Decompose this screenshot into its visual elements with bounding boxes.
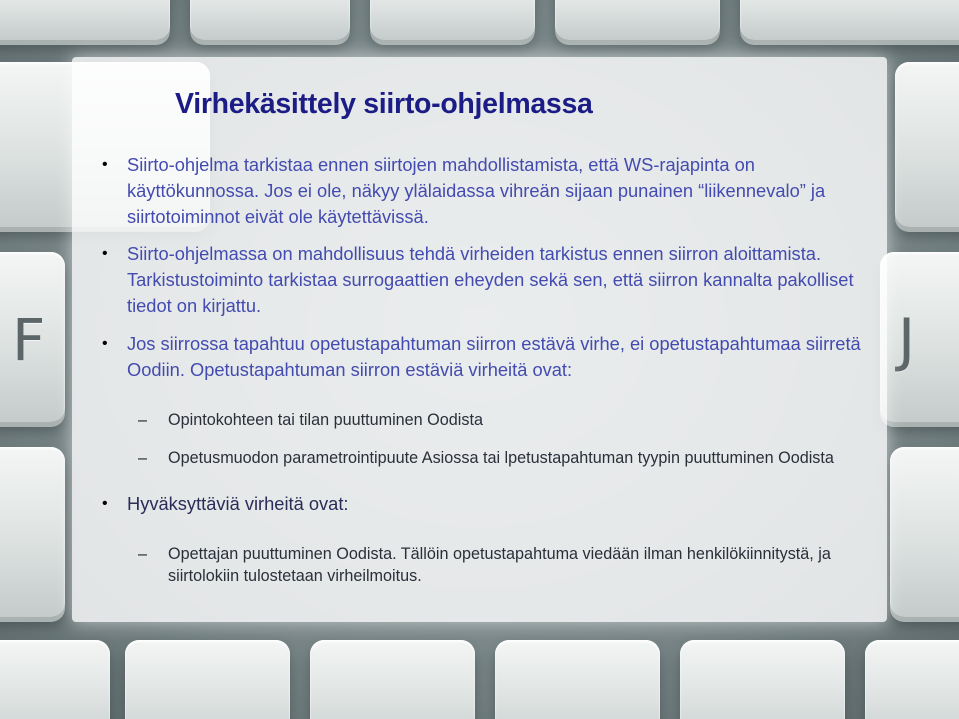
bullet-marker: •	[102, 335, 108, 352]
bullet-item	[100, 241, 880, 319]
sub-item	[100, 543, 880, 587]
sub-item	[100, 409, 880, 431]
key-letter-f: F	[12, 306, 46, 374]
keyboard-key	[0, 640, 110, 719]
bullet-item	[100, 152, 880, 230]
keyboard-key	[880, 252, 959, 422]
sub-item-text: Opetusmuodon parametrointipuute Asiossa tai lpetustapahtuman tyypin puuttuminen Oodista	[168, 449, 834, 467]
keyboard-key	[310, 640, 475, 719]
slide-title: Virhekäsittely siirto-ohjelmassa	[175, 88, 593, 120]
bullet-item	[100, 491, 880, 517]
keyboard-key	[125, 640, 290, 719]
bullet-text: Siirto-ohjelma tarkistaa ennen siirtojen mahdollistamista, että WS-rajapinta on käyttökunnossa. Jos ei ole, näkyy ylälaidassa vihreän sijaan punainen “liikennevalo” ja siirtotoiminnot eivät ole käytettävissä.	[127, 154, 826, 227]
keyboard-key	[865, 640, 959, 719]
bullet-text: Jos siirrossa tapahtuu opetustapahtuman siirron estävä virhe, ei opetustapahtumaa siirretä Oodiin. Opetustapahtuman siirron estäviä virheitä ovat:	[127, 333, 861, 380]
key-letter-j: J	[898, 306, 916, 374]
bullet-marker: •	[102, 495, 108, 512]
dash-marker: –	[138, 545, 148, 563]
keyboard-key	[740, 0, 959, 40]
slide-content	[100, 152, 880, 587]
keyboard-key	[0, 0, 170, 40]
bullet-item	[100, 331, 880, 383]
bullet-text: Hyväksyttäviä virheitä ovat:	[127, 493, 349, 514]
keyboard-key	[0, 447, 65, 617]
keyboard-key	[495, 640, 660, 719]
keyboard-key	[370, 0, 535, 40]
keyboard-key	[890, 447, 959, 617]
keyboard-key	[680, 640, 845, 719]
dash-marker: –	[138, 411, 148, 429]
keyboard-key	[895, 62, 959, 227]
sub-item-text: Opettajan puuttuminen Oodista. Tällöin opetustapahtuma viedään ilman henkilökiinnitystä, ja siirtolokiin tulostetaan virheilmoitus.	[168, 545, 831, 585]
bullet-marker: •	[102, 245, 108, 262]
keyboard-key	[190, 0, 350, 40]
bullet-marker: •	[102, 156, 108, 173]
sub-item	[100, 447, 880, 469]
bullet-text: Siirto-ohjelmassa on mahdollisuus tehdä virheiden tarkistus ennen siirron aloittamista. Tarkistustoiminto tarkistaa surrogaattien eheyden sekä sen, että siirron kannalta pakolliset tiedot on kirjattu.	[127, 243, 854, 316]
dash-marker: –	[138, 449, 148, 467]
sub-item-text: Opintokohteen tai tilan puuttuminen Oodista	[168, 411, 483, 429]
keyboard-key	[555, 0, 720, 40]
